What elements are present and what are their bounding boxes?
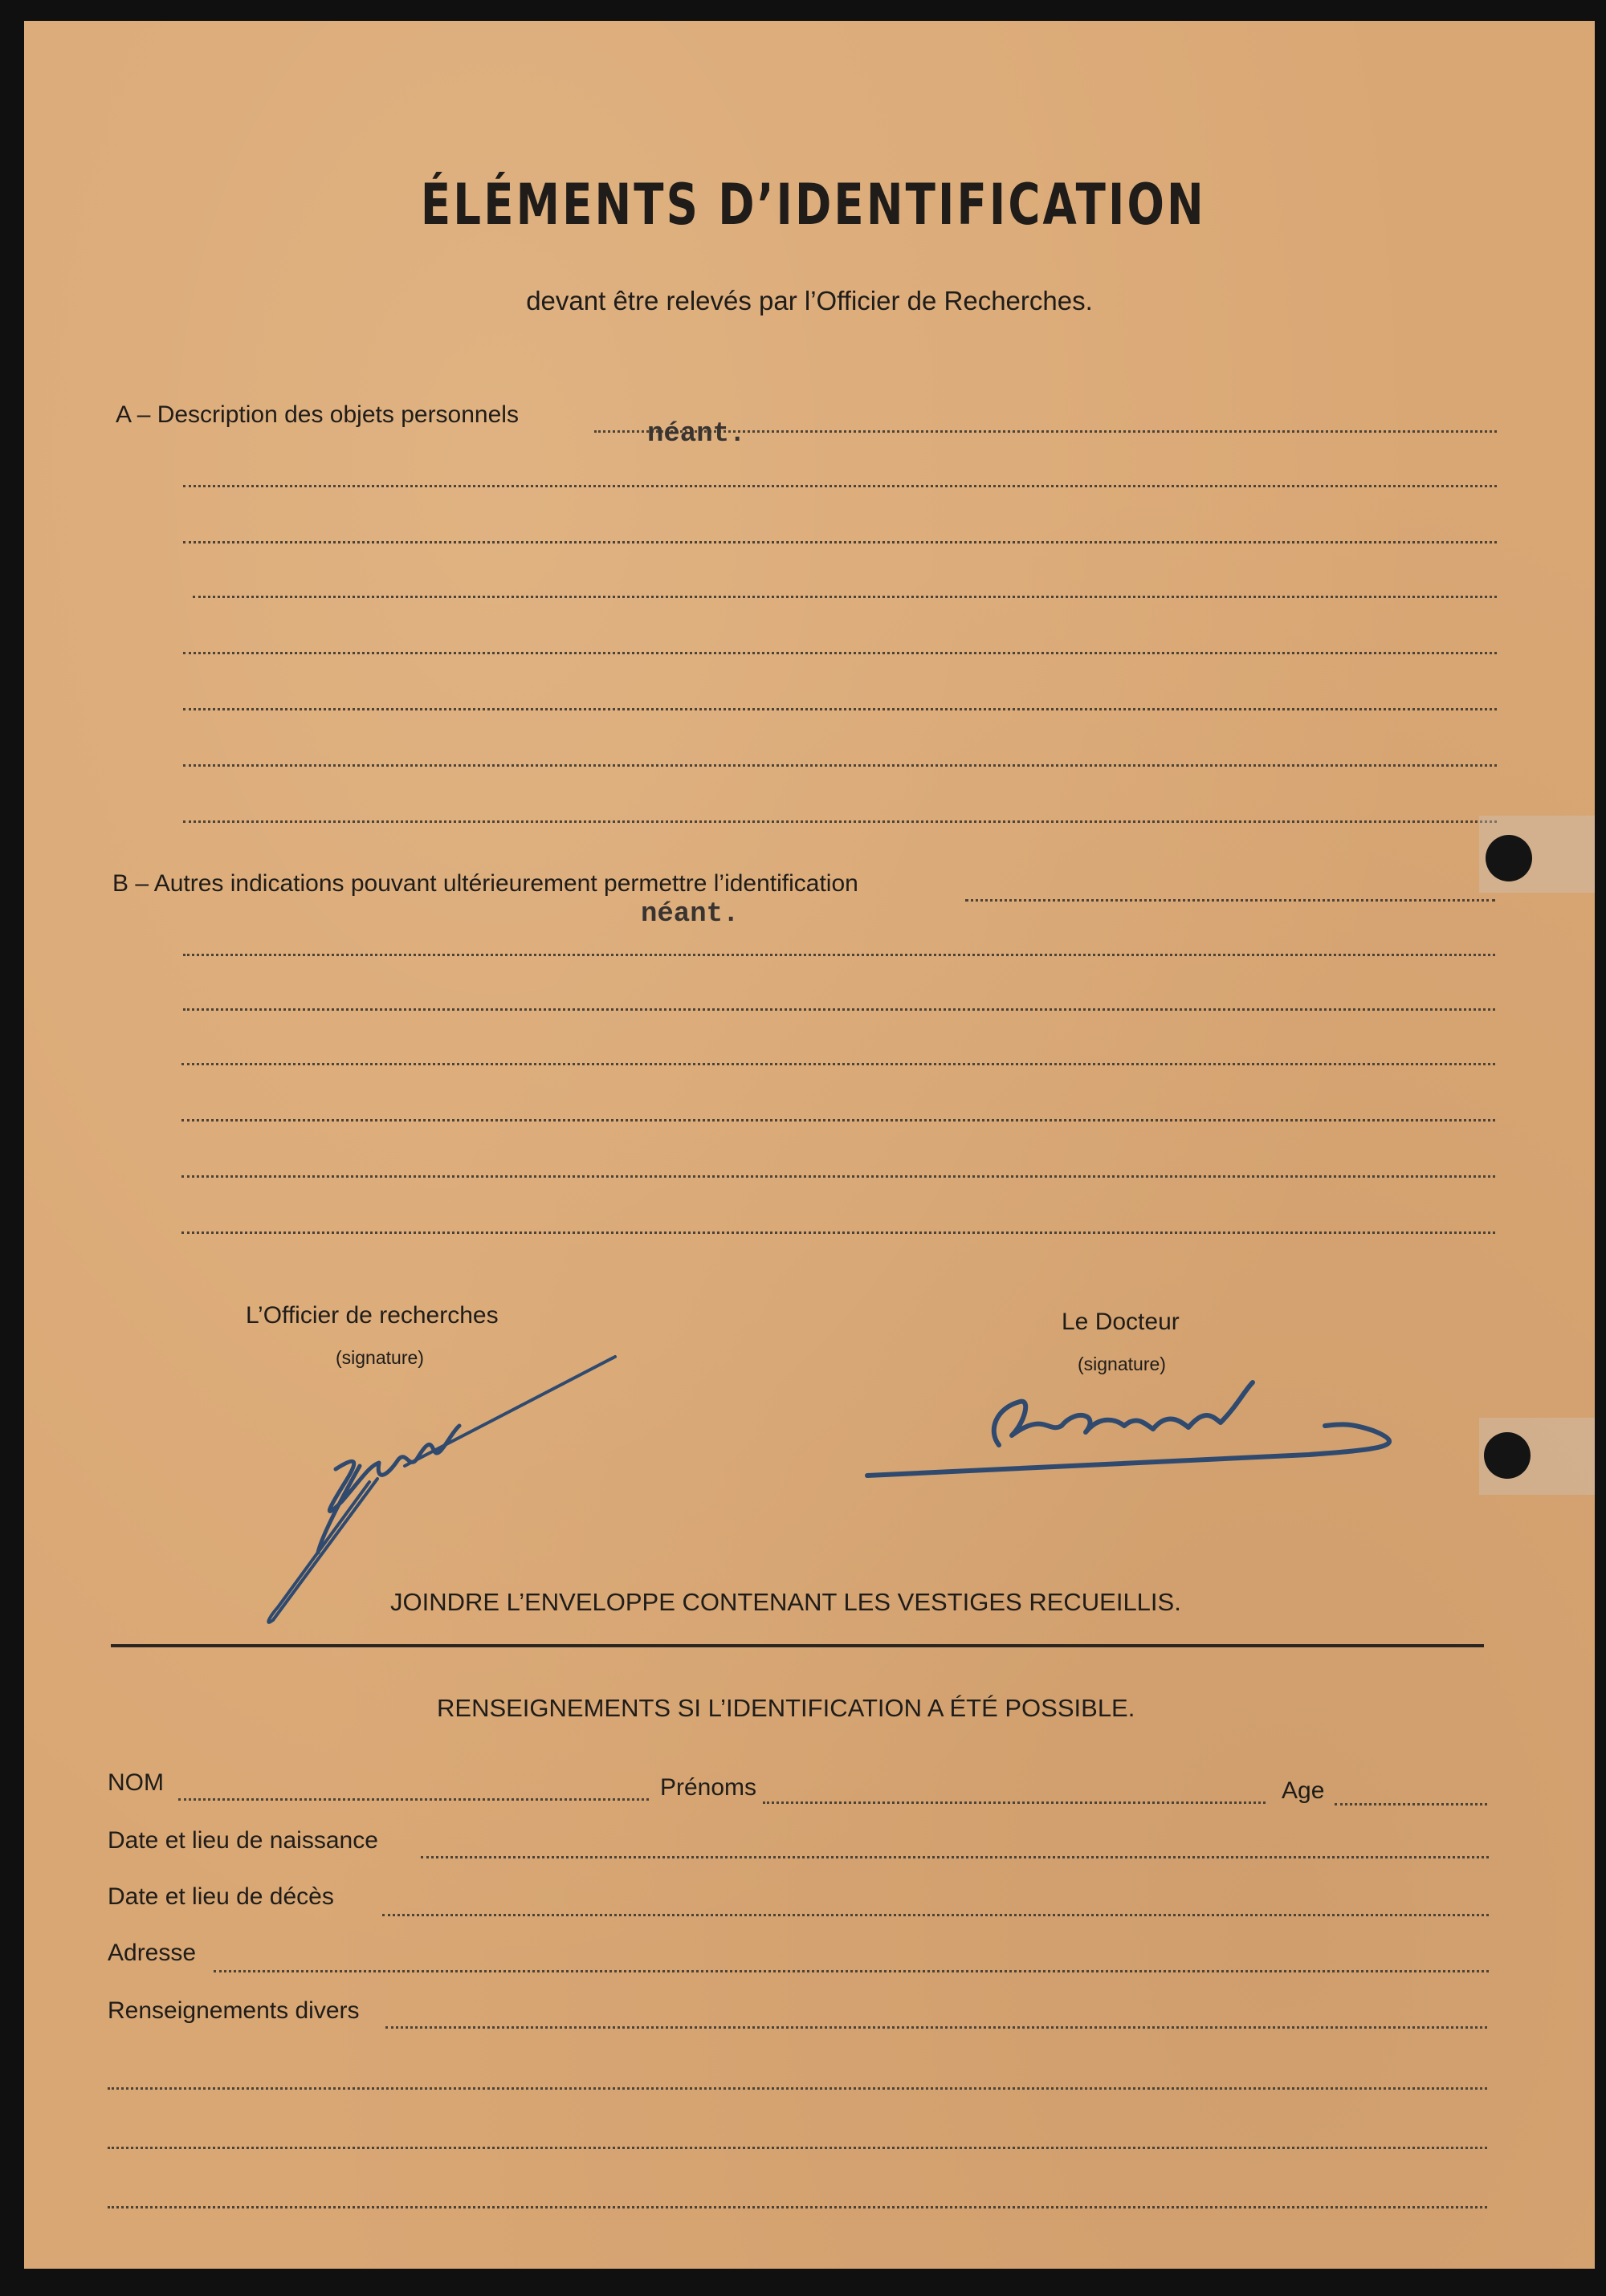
- naissance-label: Date et lieu de naissance: [108, 1827, 378, 1854]
- section-a-line-2[interactable]: [183, 485, 1497, 487]
- document-page: [24, 21, 1595, 2269]
- section-b-line-6[interactable]: [181, 1175, 1495, 1178]
- nom-label: NOM: [108, 1769, 164, 1796]
- punch-hole-upper: [1486, 835, 1532, 881]
- section-b-line-3[interactable]: [183, 1008, 1495, 1011]
- section-a-line-6[interactable]: [183, 708, 1497, 710]
- section-a-label: A – Description des objets personnels: [116, 401, 519, 428]
- divers-line-3[interactable]: [108, 2147, 1487, 2149]
- nom-field[interactable]: [178, 1798, 649, 1801]
- punch-hole-lower: [1484, 1432, 1531, 1479]
- deces-field[interactable]: [382, 1914, 1489, 1916]
- section-a-line-4[interactable]: [193, 596, 1497, 598]
- doctor-signature: [859, 1366, 1421, 1495]
- envelope-instruction: JOINDRE L’ENVELOPPE CONTENANT LES VESTIGES RECUEILLIS.: [390, 1588, 1181, 1616]
- section-b-line-7[interactable]: [181, 1231, 1495, 1234]
- section-b-line-5[interactable]: [181, 1119, 1495, 1122]
- section-a-value: néant.: [647, 419, 746, 450]
- doctor-signature-note: (signature): [1078, 1354, 1166, 1374]
- age-field[interactable]: [1335, 1803, 1487, 1805]
- section-b-line-1[interactable]: [965, 899, 1495, 902]
- section-b-line-2[interactable]: [183, 954, 1495, 956]
- section-b-value: néant.: [641, 899, 740, 930]
- prenoms-label: Prénoms: [660, 1774, 757, 1801]
- age-label: Age: [1282, 1777, 1325, 1804]
- officer-signature-note: (signature): [336, 1347, 424, 1368]
- section-a-line-8[interactable]: [183, 820, 1497, 823]
- adresse-label: Adresse: [108, 1940, 197, 1966]
- section-b-label: B – Autres indications pouvant ultérieurement permettre l’identification: [112, 870, 858, 897]
- adresse-field[interactable]: [214, 1970, 1489, 1972]
- divers-line-4[interactable]: [108, 2206, 1487, 2208]
- prenoms-field[interactable]: [763, 1801, 1266, 1804]
- document-title: ÉLÉMENTS D’IDENTIFICATION: [420, 172, 1206, 238]
- section-a-line-7[interactable]: [183, 764, 1497, 767]
- officer-signature: [241, 1321, 642, 1626]
- section-b-line-4[interactable]: [181, 1063, 1495, 1065]
- officer-title: L’Officier de recherches: [246, 1302, 499, 1329]
- naissance-field[interactable]: [421, 1856, 1489, 1858]
- divers-label: Renseignements divers: [108, 1997, 360, 2024]
- divers-line-1[interactable]: [385, 2026, 1487, 2029]
- identification-heading: RENSEIGNEMENTS SI L’IDENTIFICATION A ÉTÉ POSSIBLE.: [437, 1694, 1135, 1722]
- section-a-line-3[interactable]: [183, 541, 1497, 543]
- document-subtitle: devant être relevés par l’Officier de Recherches.: [526, 286, 1093, 315]
- deces-label: Date et lieu de décès: [108, 1883, 334, 1910]
- section-divider: [111, 1644, 1484, 1647]
- doctor-title: Le Docteur: [1062, 1309, 1180, 1335]
- section-a-line-5[interactable]: [183, 652, 1497, 654]
- divers-line-2[interactable]: [108, 2087, 1487, 2090]
